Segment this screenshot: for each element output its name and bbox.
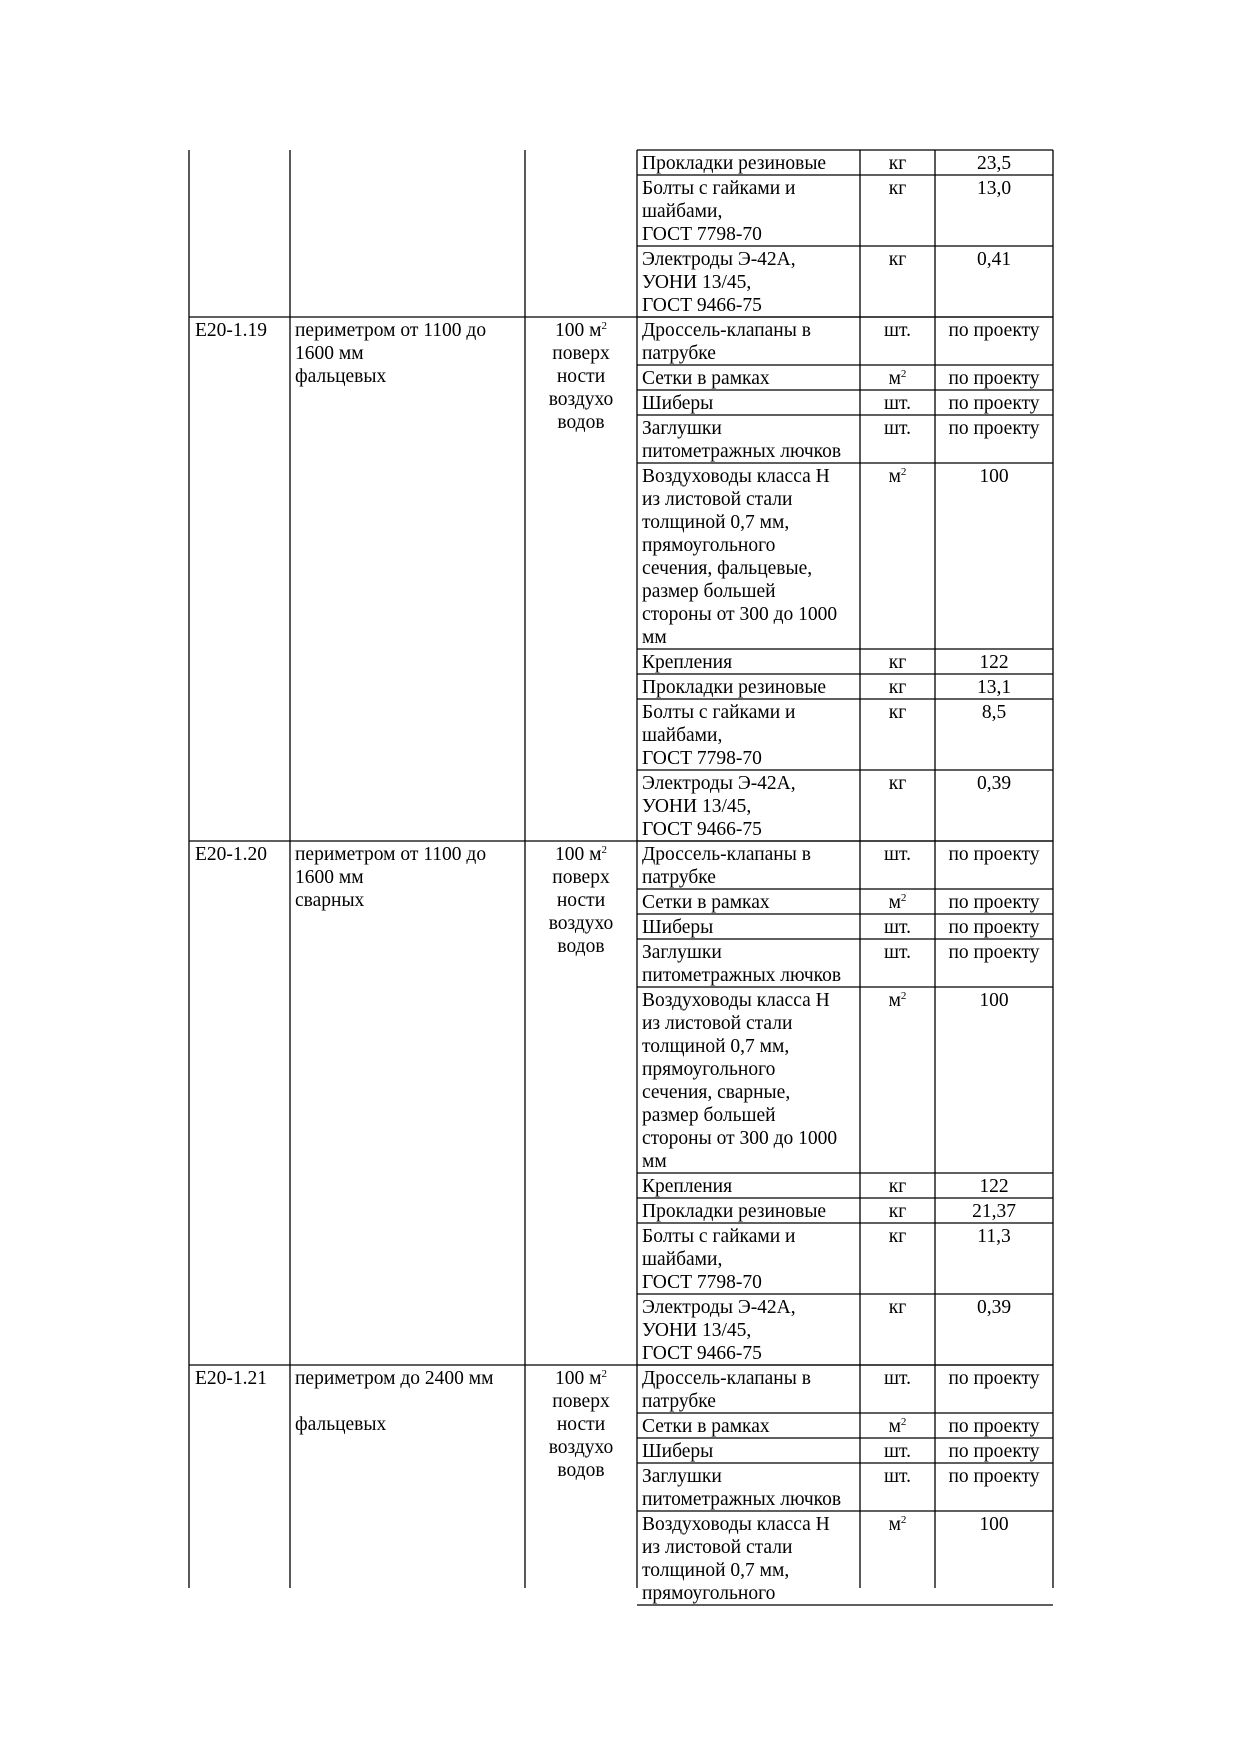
item-unit: $м^2$ (888, 1514, 907, 1535)
group-unit-line: воздухо (548, 913, 614, 934)
item-name-line: Воздуховоды класса Н (642, 990, 830, 1011)
group-unit-line: 100 $м^2$ (555, 844, 607, 865)
item-name-line: ГОСТ 9466-75 (642, 1343, 762, 1364)
item-unit: шт. (884, 844, 911, 865)
item-name-line: сечения, фальцевые, (642, 558, 813, 579)
item-unit: кг (888, 1176, 907, 1197)
group-unit-line: 100 $м^2$ (555, 320, 607, 341)
superscript-2: 2 (900, 368, 907, 380)
item-unit: кг (888, 1226, 907, 1247)
item-name-line: Электроды Э-42А, (642, 249, 796, 270)
superscript-2: 2 (601, 1368, 607, 1380)
item-qty: по проекту (948, 1416, 1040, 1437)
item-name-line: прямоугольного (642, 1059, 776, 1080)
item-name-line: УОНИ 13/45, (642, 796, 752, 817)
item-name-line: Сетки в рамках (642, 892, 770, 913)
group-code: Е20-1.20 (195, 844, 268, 865)
item-name-line: Электроды Э-42А, (642, 773, 796, 794)
item-unit: кг (888, 773, 907, 794)
item-name-line: размер большей (642, 1105, 776, 1126)
item-name-line: патрубке (642, 343, 716, 364)
item-qty: по проекту (948, 917, 1040, 938)
item-name-line: Шиберы (642, 917, 714, 938)
group-code: Е20-1.19 (195, 320, 268, 341)
group-name-line: фальцевых (295, 1414, 387, 1435)
item-name-line: стороны от 300 до 1000 (642, 1128, 838, 1149)
item-name-line: из листовой стали (642, 1013, 793, 1034)
item-name-line: из листовой стали (642, 489, 793, 510)
item-name-line: Заглушки (642, 1466, 722, 1487)
group-unit-line: воздухо (548, 1437, 614, 1458)
item-name-line: Прокладки резиновые (642, 1201, 827, 1222)
item-qty: 122 (979, 652, 1009, 673)
item-unit: шт. (884, 320, 911, 341)
item-qty: по проекту (948, 892, 1040, 913)
item-name-line: Сетки в рамках (642, 1416, 770, 1437)
item-qty: 100 (979, 1514, 1009, 1535)
item-name-line: Болты с гайками и (642, 178, 796, 199)
item-name-line: патрубке (642, 867, 716, 888)
item-name-line: патрубке (642, 1391, 716, 1412)
item-name-line: стороны от 300 до 1000 (642, 604, 838, 625)
group-name-line: 1600 мм (295, 867, 364, 888)
item-qty: 13,1 (976, 677, 1012, 698)
group-unit-line: поверх (552, 1391, 610, 1412)
item-unit: шт. (884, 1466, 911, 1487)
item-unit: кг (888, 178, 907, 199)
item-name-line: Воздуховоды класса Н (642, 466, 830, 487)
superscript-2: 2 (900, 1416, 907, 1428)
item-name-line: ГОСТ 9466-75 (642, 819, 762, 840)
item-name-line: прямоугольного (642, 1583, 776, 1604)
item-name-line: ГОСТ 7798-70 (642, 224, 762, 245)
item-qty: по проекту (948, 418, 1040, 439)
group-name-line: 1600 мм (295, 343, 364, 364)
group-unit-line: 100 $м^2$ (555, 1368, 607, 1389)
item-name-line: Воздуховоды класса Н (642, 1514, 830, 1535)
item-name-line: Крепления (642, 652, 733, 673)
item-name-line: питометражных лючков (642, 441, 842, 462)
group-unit-line: водов (557, 936, 605, 957)
item-name-line: шайбами, (642, 1249, 723, 1270)
item-unit: кг (888, 652, 907, 673)
item-unit: кг (888, 1297, 907, 1318)
item-name-line: Дроссель-клапаны в (642, 1368, 811, 1389)
item-unit: $м^2$ (888, 466, 907, 487)
item-qty: по проекту (948, 368, 1040, 389)
superscript-2: 2 (601, 320, 607, 332)
item-unit: кг (888, 1201, 907, 1222)
item-name-line: Прокладки резиновые (642, 153, 827, 174)
item-qty: 0,41 (976, 249, 1012, 270)
item-qty: 8,5 (981, 702, 1007, 723)
item-name-line: Болты с гайками и (642, 702, 796, 723)
item-name-line: толщиной 0,7 мм, (642, 1036, 790, 1057)
item-qty: по проекту (948, 320, 1040, 341)
item-name-line: Дроссель-клапаны в (642, 320, 811, 341)
item-unit: шт. (884, 917, 911, 938)
item-name-line: ГОСТ 7798-70 (642, 748, 762, 769)
item-unit: $м^2$ (888, 990, 907, 1011)
group-name-line: периметром от 1100 до (295, 844, 487, 865)
group-unit-line: ности (556, 366, 606, 387)
group-name-line: фальцевых (295, 366, 387, 387)
item-name-line: Крепления (642, 1176, 733, 1197)
group-unit-line: водов (557, 412, 605, 433)
item-name-line: Электроды Э-42А, (642, 1297, 796, 1318)
item-unit: $м^2$ (888, 1416, 907, 1437)
group-unit-line: поверх (552, 867, 610, 888)
group-unit-line: ности (556, 890, 606, 911)
group-name-line: периметром до 2400 мм (295, 1368, 494, 1389)
item-qty: по проекту (948, 1466, 1040, 1487)
item-unit: кг (888, 153, 907, 174)
item-qty: по проекту (948, 844, 1040, 865)
item-unit: шт. (884, 393, 911, 414)
item-name-line: Прокладки резиновые (642, 677, 827, 698)
group-unit-line: водов (557, 1460, 605, 1481)
item-unit: кг (888, 249, 907, 270)
item-name-line: прямоугольного (642, 535, 776, 556)
group-unit-line: ности (556, 1414, 606, 1435)
item-name-line: толщиной 0,7 мм, (642, 1560, 790, 1581)
item-qty: 21,37 (972, 1201, 1016, 1222)
item-name-line: Шиберы (642, 393, 714, 414)
superscript-2: 2 (900, 892, 907, 904)
superscript-2: 2 (900, 1514, 907, 1526)
item-unit: $м^2$ (888, 368, 907, 389)
group-code: Е20-1.21 (195, 1368, 268, 1389)
item-qty: 13,0 (976, 178, 1012, 199)
item-qty: по проекту (948, 942, 1040, 963)
item-qty: 0,39 (976, 773, 1012, 794)
item-name-line: шайбами, (642, 725, 723, 746)
superscript-2: 2 (900, 990, 907, 1002)
item-qty: 100 (979, 990, 1009, 1011)
item-unit: шт. (884, 1441, 911, 1462)
item-name-line: питометражных лючков (642, 965, 842, 986)
item-name-line: сечения, сварные, (642, 1082, 791, 1103)
item-name-line: ГОСТ 9466-75 (642, 295, 762, 316)
item-name-line: Дроссель-клапаны в (642, 844, 811, 865)
group-name-line: сварных (295, 890, 365, 911)
item-unit: $м^2$ (888, 892, 907, 913)
item-name-line: Заглушки (642, 942, 722, 963)
item-qty: по проекту (948, 393, 1040, 414)
item-name-line: УОНИ 13/45, (642, 272, 752, 293)
item-name-line: мм (642, 1151, 667, 1172)
item-unit: шт. (884, 418, 911, 439)
item-name-line: толщиной 0,7 мм, (642, 512, 790, 533)
item-unit: кг (888, 677, 907, 698)
superscript-2: 2 (900, 466, 907, 478)
group-unit-line: воздухо (548, 389, 614, 410)
item-name-line: Шиберы (642, 1441, 714, 1462)
item-name-line: Сетки в рамках (642, 368, 770, 389)
item-name-line: шайбами, (642, 201, 723, 222)
item-name-line: ГОСТ 7798-70 (642, 1272, 762, 1293)
item-qty: 122 (979, 1176, 1009, 1197)
item-name-line: размер большей (642, 581, 776, 602)
item-qty: 11,3 (977, 1226, 1011, 1247)
item-unit: шт. (884, 942, 911, 963)
item-qty: 100 (979, 466, 1009, 487)
group-unit-line: поверх (552, 343, 610, 364)
item-name-line: Заглушки (642, 418, 722, 439)
item-unit: кг (888, 702, 907, 723)
item-qty: 23,5 (976, 153, 1012, 174)
item-name-line: Болты с гайками и (642, 1226, 796, 1247)
item-qty: по проекту (948, 1441, 1040, 1462)
item-name-line: мм (642, 627, 667, 648)
item-qty: по проекту (948, 1368, 1040, 1389)
item-unit: шт. (884, 1368, 911, 1389)
item-name-line: питометражных лючков (642, 1489, 842, 1510)
item-name-line: из листовой стали (642, 1537, 793, 1558)
group-name-line: периметром от 1100 до (295, 320, 487, 341)
item-qty: 0,39 (976, 1297, 1012, 1318)
superscript-2: 2 (601, 844, 607, 856)
item-name-line: УОНИ 13/45, (642, 1320, 752, 1341)
